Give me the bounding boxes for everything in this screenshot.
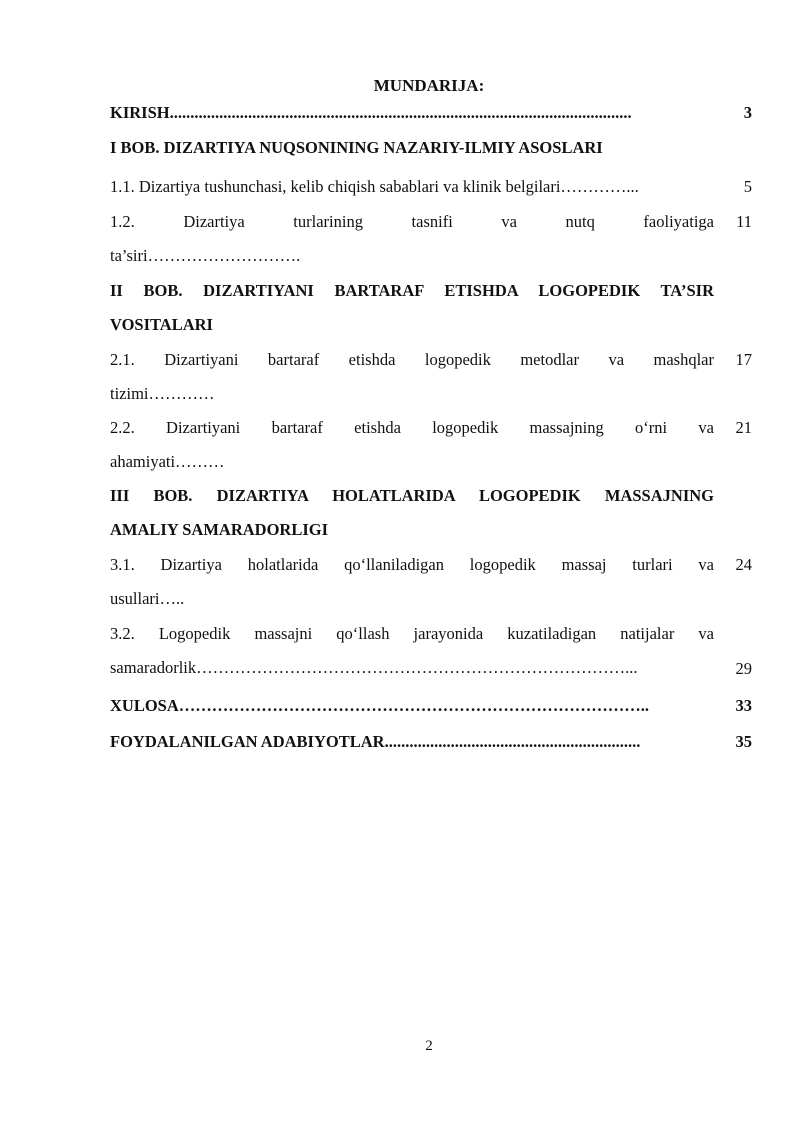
toc-page-number: 24 (735, 555, 752, 574)
page-title: MUNDARIJA: (373, 76, 485, 95)
toc-line: ta’siri………………………. (110, 246, 301, 265)
toc-entry-text (110, 617, 714, 685)
toc-line: KIRISH................................................................................................................ (110, 103, 632, 122)
toc-line: I BOB. DIZARTIYA NUQSONINING NAZARIY-ILMIY ASOSLARI (110, 138, 603, 157)
toc-entry-text (110, 170, 714, 204)
toc-line: XULOSA………………………………………………………………………….. (110, 696, 650, 715)
toc-line: III BOB. DIZARTIYA HOLATLARIDA LOGOPEDIK MASSAJNING (110, 486, 714, 505)
toc-line: ahamiyati……… (110, 452, 225, 471)
footer-page-number: 2 (425, 1038, 433, 1054)
toc-entry-text (110, 131, 714, 165)
toc-line: II BOB. DIZARTIYANI BARTARAF ETISHDA LOGOPEDIK TA’SIR (110, 281, 714, 300)
toc-line: 1.1. Dizartiya tushunchasi, kelib chiqish sabablari va klinik belgilari…………... (110, 177, 639, 196)
toc-line: tizimi………… (110, 384, 215, 403)
toc-entry-text (110, 689, 714, 723)
toc-entry-text (110, 725, 714, 759)
toc-line: 2.2. Dizartiyani bartaraf etishda logopedik massajning o‘rni va (110, 418, 714, 437)
toc-page-number: 5 (743, 177, 752, 196)
toc-page-number: 33 (735, 696, 752, 715)
toc-line: FOYDALANILGAN ADABIYOTLAR.............................................................. (110, 732, 641, 751)
toc-line: AMALIY SAMARADORLIGI (110, 520, 329, 539)
toc-entry-text (110, 548, 714, 616)
toc-line: 2.1. Dizartiyani bartaraf etishda logopedik metodlar va mashqlar (110, 350, 714, 369)
toc-page-number: 3 (743, 103, 752, 122)
toc-entry-text (110, 274, 714, 342)
toc-entry-text (110, 479, 714, 547)
toc-line: samaradorlik……………………………………………………………………... (110, 658, 638, 677)
toc-page-number: 17 (735, 350, 752, 369)
toc-entry-text (110, 205, 714, 273)
toc-entry-text (110, 343, 714, 411)
toc-line: 1.2. Dizartiya turlarining tasnifi va nutq faoliyatiga (110, 212, 714, 231)
toc-line: usullari….. (110, 589, 185, 608)
toc-page-number: 35 (735, 732, 752, 751)
toc-page-number: 21 (735, 418, 752, 437)
toc-entry-text (110, 96, 714, 130)
toc-page-number: 29 (735, 659, 752, 678)
toc-line: VOSITALARI (110, 315, 213, 334)
toc-entry-text (110, 411, 714, 479)
toc-line: 3.2. Logopedik massajni qo‘llash jarayonida kuzatiladigan natijalar va (110, 624, 714, 643)
toc-page-number: 11 (736, 212, 752, 231)
toc-line: 3.1. Dizartiya holatlarida qo‘llaniladigan logopedik massaj turlari va (110, 555, 714, 574)
